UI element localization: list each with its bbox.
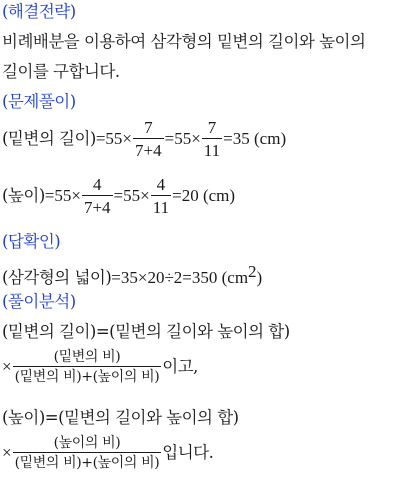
- area-check-line: [2, 262, 262, 288]
- fraction-numerator: (높이의 비): [53, 435, 121, 451]
- base-eq1: =55×: [95, 129, 133, 148]
- fraction-denominator: (밑변의 비)+(높이의 비): [13, 452, 162, 470]
- fraction-numerator: 7: [207, 118, 217, 137]
- fraction-denominator: 11: [202, 138, 222, 159]
- analysis-base-fraction: [13, 350, 162, 384]
- height-label: (높이): [2, 186, 45, 205]
- strategy-line-1: 비례배분을 이용하여 삼각형의 밑변의 길이와 높이의: [2, 32, 366, 51]
- analysis-height-fraction: [13, 436, 162, 470]
- height-eq2: =55×: [113, 186, 150, 205]
- heading-strategy: (해결전략): [2, 2, 76, 21]
- fraction-denominator: 11: [151, 195, 171, 216]
- fraction-numerator: 4: [156, 175, 166, 194]
- fraction-numerator: 7: [144, 118, 153, 137]
- strategy-line-2: 길이를 구합니다.: [2, 62, 120, 81]
- fraction-denominator: 7+4: [82, 195, 113, 216]
- base-label: (밑변의 길이): [2, 129, 96, 148]
- fraction-numerator: 4: [93, 175, 102, 194]
- heading-analysis: (풀이분석): [2, 292, 76, 311]
- analysis-base-formula: [2, 344, 198, 390]
- height-eq1: =55×: [44, 186, 81, 205]
- base-fraction-2: [202, 119, 222, 159]
- area-unit-exponent: 2: [248, 262, 257, 281]
- equation-height: [2, 173, 235, 219]
- area-close-paren: ): [256, 268, 263, 287]
- heading-check: (답확인): [2, 232, 61, 251]
- analysis-height-tail: 입니다.: [162, 443, 214, 462]
- fraction-denominator: (밑변의 비)+(높이의 비): [13, 366, 162, 384]
- heading-solution: (문제풀이): [2, 92, 76, 111]
- height-fraction-1: [82, 176, 113, 216]
- base-eq2: =55×: [164, 129, 201, 148]
- analysis-height-line: (높이)=(밑변의 길이와 높이의 합): [2, 408, 239, 427]
- base-fraction-1: [133, 119, 164, 159]
- height-result: =20 (cm): [172, 186, 236, 205]
- times-sign: ×: [2, 443, 12, 462]
- analysis-height-formula: [2, 430, 213, 476]
- fraction-numerator: (밑변의 비): [53, 349, 121, 365]
- area-label: (삼각형의 넓이): [2, 268, 112, 287]
- analysis-base-line: (밑변의 길이)=(밑변의 길이와 높이의 합): [2, 322, 290, 341]
- analysis-base-tail: 이고,: [162, 357, 198, 376]
- base-result: =35 (cm): [223, 129, 287, 148]
- height-fraction-2: [151, 176, 171, 216]
- fraction-denominator: 7+4: [133, 138, 164, 159]
- times-sign: ×: [2, 357, 12, 376]
- area-expression: =35×20÷2=350 (cm: [111, 268, 249, 287]
- equation-base-length: [2, 116, 286, 162]
